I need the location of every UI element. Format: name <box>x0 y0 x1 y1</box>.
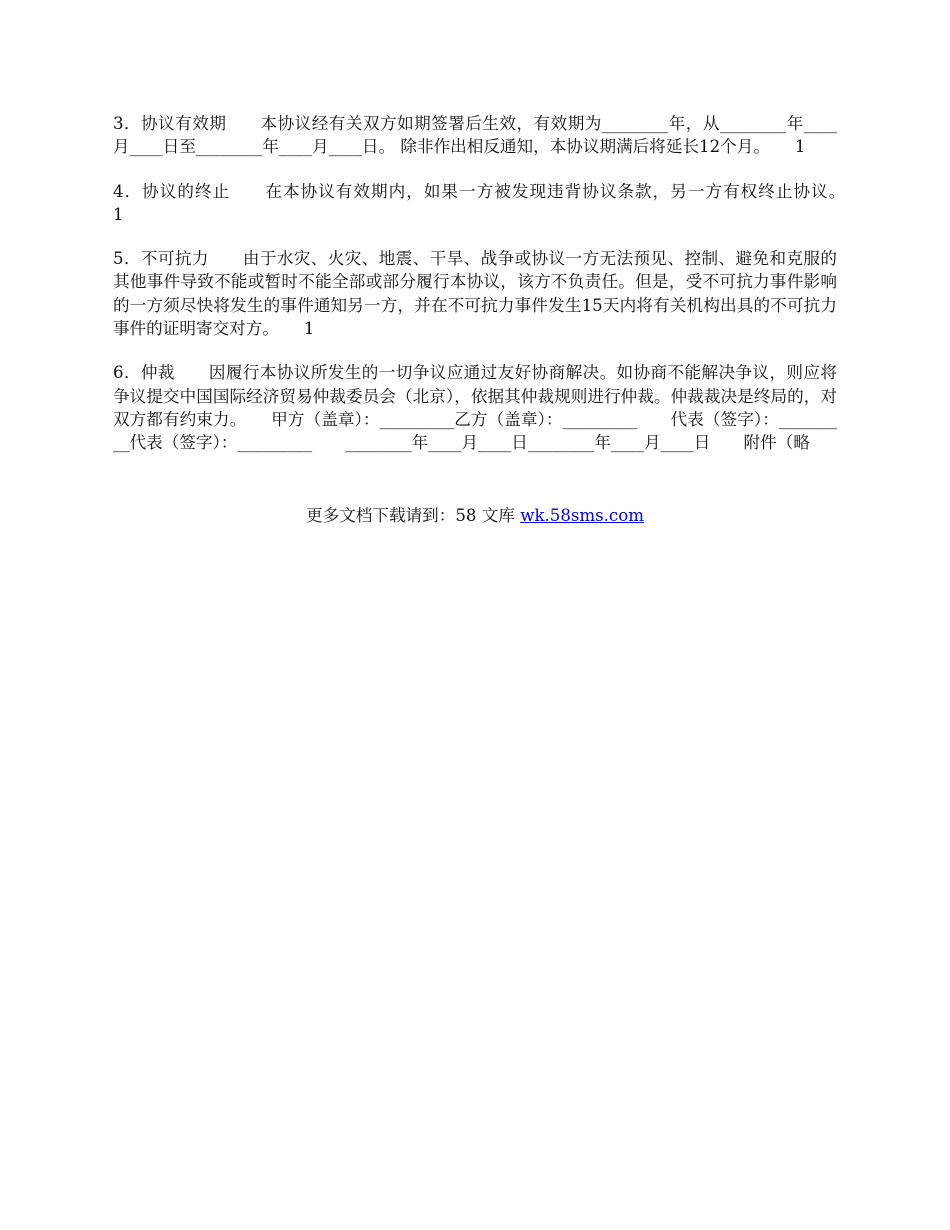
footer-prefix-text: 更多文档下载请到：58 文库 <box>306 506 521 525</box>
footer-site-link[interactable]: wk.58sms.com <box>520 506 644 525</box>
clause-6-arbitration: 6．仲裁 因履行本协议所发生的一切争议应通过友好协商解决。如协商不能解决争议，则应将争议提交中国国际经济贸易仲裁委员会（北京），依据其仲裁规则进行仲裁。仲裁裁决是终局的，对双方都有约束力。 甲方（盖章）：_________乙方（盖章）：_________ 代表（签字）：_________代表（签字）：_________ ________年____月____日________年____月____日 附件（略 <box>113 363 837 453</box>
clause-5-force-majeure: 5．不可抗力 由于水灾、火灾、地震、干旱、战争或协议一方无法预见、控制、避免和克服的其他事件导致不能或暂时不能全部或部分履行本协议，该方不负责任。但是，受不可抗力事件影响的一方须尽快将发生的事件通知另一方，并在不可抗力事件发生15天内将有关机构出具的不可抗力事件的证明寄交对方。 1 <box>113 249 837 339</box>
clause-3-validity: 3．协议有效期 本协议经有关双方如期签署后生效，有效期为________年，从________年____月____日至________年____月____日。 除非作出相反通知，本协议期满后将延长12个月。 1 <box>113 114 837 157</box>
download-footer <box>0 504 950 527</box>
document-body <box>113 112 871 476</box>
clause-4-termination: 4．协议的终止 在本协议有效期内，如果一方被发现违背协议条款，另一方有权终止协议。 1 <box>113 181 871 224</box>
